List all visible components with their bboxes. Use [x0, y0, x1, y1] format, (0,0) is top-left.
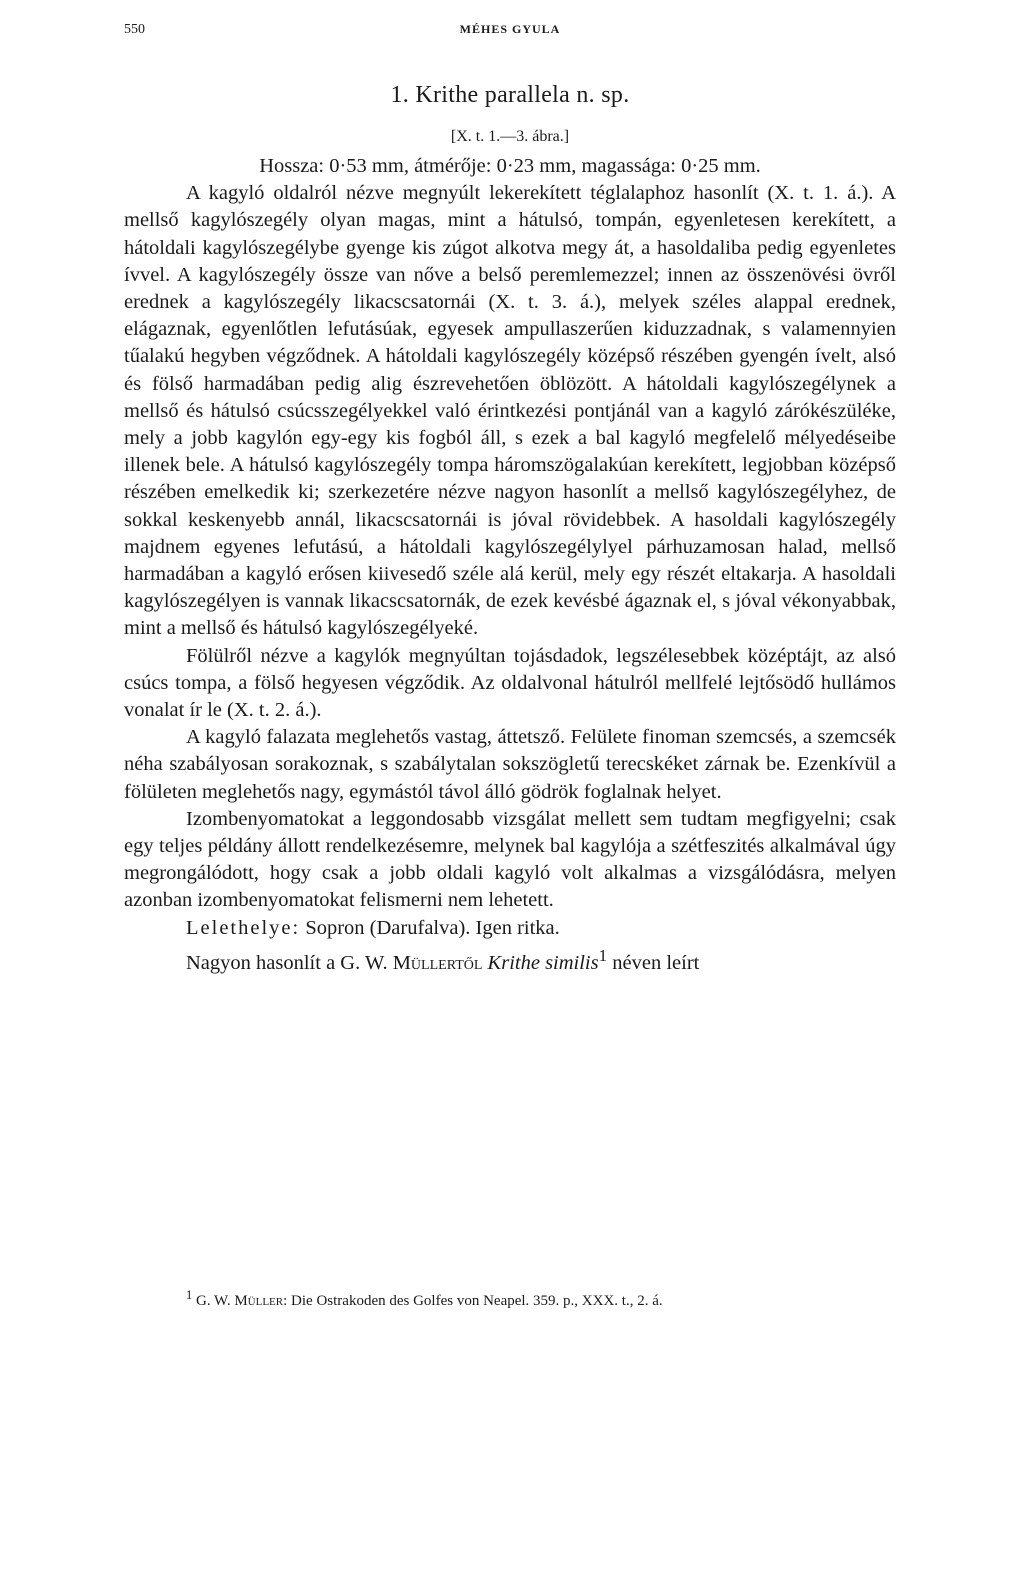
- locality-label: Lelethelye:: [186, 916, 301, 939]
- author-name: Müllertől: [392, 951, 483, 974]
- comparison-text: Nagyon hasonlít a G. W.: [186, 951, 393, 974]
- description-paragraph: A kagyló oldalról nézve megnyúlt lekerekített téglalaphoz hasonlít (X. t. 1. á.). A mellső kagylószegély olyan magas, mint a hátulsó, tompán, egyenletesen kerekített, a hátoldali kagylószegélybe gyenge kis zúgot alkotva megy át, a hasoldaliba pedig egyenletes ívvel. A kagylószegély össze van nőve a belső peremlemezzel; innen az összenövési övről erednek a kagylószegély likacscsatornái (X. t. 3. á.), melyek széles alappal erednek, elágaznak, egyenlőtlen lefutásúak, egyesek ampullaszerűen kiduzzadnak, s valamennyien tűalakú hegyben végződnek. A hátoldali kagylószegély középső részében gyengén ívelt, alsó és fölső harmadában pedig alig észrevehetően öblözött. A hátoldali kagylószegélynek a mellső és hátulsó csúcsszegélyekkel való érintkezési pontjánál van a kagyló zárókészüléke, mely a jobb kagylón egy-egy kis fogból áll, s ezek a bal kagyló megfelelő mélyedéseibe illenek bele. A hátulsó kagylószegély tompa háromszögalakúan kerekített, legjobban középső részében emelkedik ki; szerkezetére nézve nagyon hasonlít a mellső kagylószegélyhez, de sokkal keskenyebb annál, likacscsatornái is jóval rövidebbek. A hasoldali kagylószegély majdnem egyenes lefutású, a hátoldali kagylószegélylyel párhuzamosan halad, mellső harmadában a kagyló erősen kiivesedő széle alá kerül, mely egy részét eltakarja. A hasoldali kagylószegélyen is vannak likacscsatornák, de ezek kevésbé ágaznak el, s jóval vékonyabbak, mint a mellső és hátulsó kagylószegélyeké.: [124, 182, 896, 640]
- footnote-marker: 1: [598, 945, 608, 965]
- species-name: Krithe similis: [487, 951, 599, 974]
- footnote: [186, 1285, 906, 1311]
- shell-wall-paragraph: A kagyló falazata meglehetős vastag, áttetsző. Felülete finoman szemcsés, a szemcsék néha szabályosan sorakoznak, s szabálytalan sokszögletű terecskéket zárnak be. Ezenkívül a fölületen meglehetős nagy, egymástól távol álló gödrök foglalnak helyet.: [124, 726, 896, 803]
- footnote-text: : Die Ostrakoden des Golfes von Neapel. 359. p., XXX. t., 2. á.: [283, 1293, 663, 1309]
- comparison-paragraph: [124, 942, 896, 977]
- footnote-number: 1: [186, 1288, 193, 1302]
- top-view-paragraph: Fölülről nézve a kagylók megnyúltan tojásdadok, legszélesebbek középtájt, az alsó csúcs tompa, a fölső hegyesen végződik. Az oldalvonal hátulról mellfelé lejtősödő hullámos vonalat ír le (X. t. 2. á.).: [124, 644, 896, 722]
- footnote-author: G. W. Müller: [196, 1293, 284, 1309]
- measurements-paragraph: Hossza: 0·53 mm, átmérője: 0·23 mm, magassága: 0·25 mm.: [259, 155, 761, 177]
- figure-reference: [X. t. 1.—3. ábra.]: [450, 128, 570, 145]
- body-text: [124, 153, 896, 977]
- species-heading: 1. Krithe parallela n. sp.: [390, 82, 630, 108]
- page-number: 550: [124, 22, 145, 37]
- running-head: [124, 22, 896, 42]
- locality-value: Sopron (Darufalva). Igen ritka.: [300, 916, 560, 939]
- comparison-text-end: néven leírt: [607, 951, 700, 974]
- locality-paragraph: [124, 915, 896, 942]
- muscle-scars-paragraph: Izombenyomatokat a leggondosabb vizsgálat mellett sem tudtam megfigyelni; csak egy teljes példány állott rendelkezésemre, melynek bal kagylója a szétfeszités alkalmával úgy megrongálódott, hogy csak a jobb oldali kagyló volt alkalmas a vizsgálódásra, melyen azonban izombenyomatokat felismerni nem lehetett.: [124, 807, 896, 912]
- running-title: MÉHES GYULA: [459, 22, 561, 36]
